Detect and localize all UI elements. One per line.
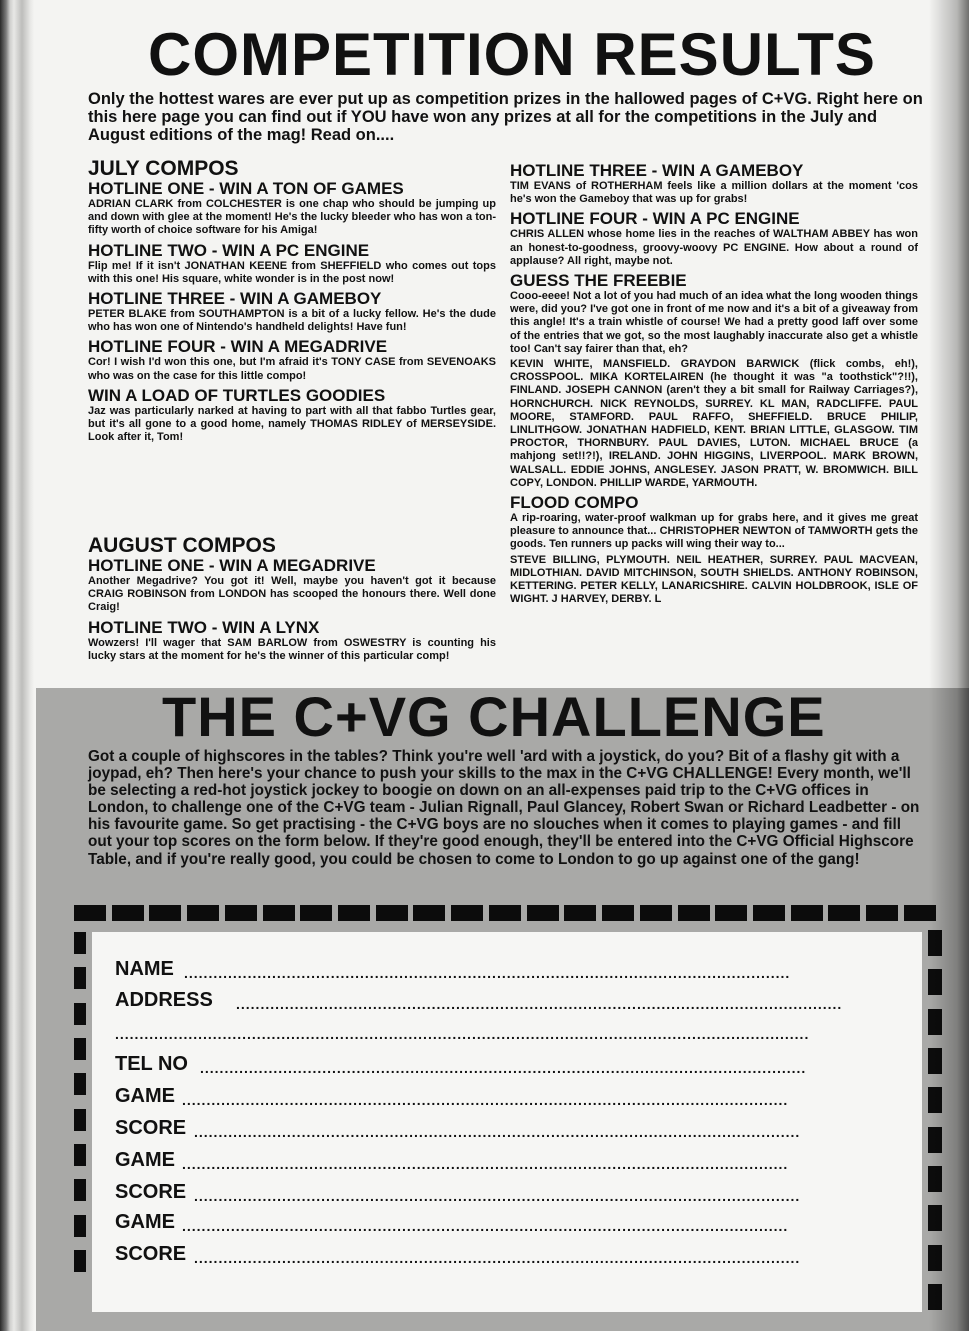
tel-label: TEL NO [115, 1053, 188, 1075]
dashed-border-left [74, 932, 86, 1272]
result-heading: HOTLINE FOUR - WIN A MEGADRIVE [88, 337, 388, 357]
result-body: Cor! I wish I'd won this one, but I'm afraid it's TONY CASE from SEVENOAKS who was on the case for this little compo! [88, 356, 496, 382]
score-label: SCORE [115, 1117, 187, 1139]
august-heading: AUGUST COMPOS [88, 534, 276, 557]
result-body: Cooo-eeee! Not a lot of you had much of an idea what the long wooden things were, did you? I've got one in front of me now and it's a bit of a giveaway from this angle! It's a train whistle of course! We had a pretty good laff over some of the entries that we got, so the most laughably inaccurate also get a whistle too! Can't say fairer than that, eh? [510, 290, 918, 355]
result-heading: HOTLINE ONE - WIN A MEGADRIVE [88, 556, 376, 575]
result-heading: HOTLINE THREE - WIN A GAMEBOY [510, 162, 804, 180]
address-field[interactable]: ............................................................................................................................ [236, 996, 843, 1012]
result-body: PETER BLAKE from SOUTHAMPTON is a bit of a lucky fellow. He's the dude who has won one of Nintendo's handheld delights! Have fun! [88, 308, 496, 334]
result-body: TIM EVANS of ROTHERHAM feels like a million dollars at the moment 'cos he's won the Gameboy that was up for grabs! [510, 180, 918, 206]
result-body: ADRIAN CLARK from COLCHESTER is one chap who should be jumping up and down with glee at the moment! He's the lucky bleeder who has won a ton-fifty worth of choice software for his Amiga! [88, 198, 496, 237]
game-label: GAME [115, 1211, 175, 1233]
address-field-line-2[interactable]: .............................................................................................................................................. [115, 1026, 810, 1042]
result-heading: HOTLINE FOUR - WIN A PC ENGINE [510, 209, 800, 229]
winners-list: KEVIN WHITE, MANSFIELD. GRAYDON BARWICK (flick combs, eh!), CROSSPOOL. MIKA KORTELAIREN (he thought it was "a toothstick"?!!), FINLAND. JOSEPH CANNON (aren't they a bit small for Railway Carriages?), HORNCHURCH. NICK REYNOLDS, SURREY. KL MAN, RADCLIFFE. PAUL MOORE, STAMFORD. PAUL RAFFO, SHEFFIELD. BRUCE PHILIP, LINLITHGOW. JONATHAN HADFIELD, KENT. BRIAN LITTLE, GLASGOW. TIM PROCTOR, THORNBURY. PAUL DAVIES, LUTON. MICHAEL BRUCE (a mahjong set!!?!), IRELAND. JOHN HIGGINS, LIVERPOOL. MARK BROWN, WALSALL. EDDIE JOHNS, ANGLESEY. JASON PRATT, W. BROMWICH. BILL COPY, LONDON. PHILLIP WARDE, YARMOUTH. [510, 358, 918, 489]
magazine-spine [0, 0, 34, 1331]
game-label: GAME [115, 1085, 175, 1107]
game-field-1[interactable]: ............................................................................................................................ [182, 1092, 789, 1108]
tel-field[interactable]: ............................................................................................................................ [200, 1060, 807, 1076]
result-heading: HOTLINE ONE - WIN A TON OF GAMES [88, 179, 404, 198]
challenge-text: Got a couple of highscores in the tables? Think you're well 'ard with a joystick, do you? Bit of a flashy git with a joypad, eh? Then here's your chance to push your skills to the max in the C+VG CHALLENGE! Every month, we'll be selecting a red-hot joystick jockey to boogie on down on an all-expenses paid trip to the C+VG offices in London, to challenge one of the C+VG team - Julian Rignall, Paul Glancey, Robert Swan or Richard Leadbetter - on his favourite game. So get practising - the C+VG boys are no slouches when it comes to playing games - and fill out your top scores on the form below. If they're good enough, they'll be entered into the C+VG Official Highscore Table, and if you're really good, you could be chosen to come to London to go up against one of the gang! [88, 748, 920, 868]
result-body: Another Megadrive? You got it! Well, maybe you haven't got it because CRAIG ROBINSON from LONDON has scooped the honours there. Well done Craig! [88, 575, 496, 614]
score-label: SCORE [115, 1243, 187, 1265]
game-label: GAME [115, 1149, 175, 1171]
result-body: A rip-roaring, water-proof walkman up for grabs here, and it gives me great pleasure to announce that... CHRISTOPHER NEWTON of TAMWORTH gets the goods. Ten runners up packs will wing their way to... [510, 512, 918, 551]
result-body: Flip me! If it isn't JONATHAN KEENE from SHEFFIELD who comes out tops with this one! His square, white wonder is in the post now! [88, 259, 496, 285]
dashed-border-right [928, 930, 942, 1310]
right-column [510, 162, 918, 686]
score-label: SCORE [115, 1181, 187, 1203]
august-column [88, 535, 496, 665]
intro-paragraph: Only the hottest wares are ever put up as competition prizes in the hallowed pages of C+VG. Right here on this here page you can find out if YOU have won any prizes at all for the competitions in the July and August editions of the mag! Read on.... [88, 90, 923, 144]
name-field[interactable]: ............................................................................................................................ [184, 965, 791, 981]
result-body: CHRIS ALLEN whose home lies in the reaches of WALTHAM ABBEY has won an honest-to-goodness, groovy-woovy PC ENGINE. How about a round of applause? All right, maybe not. [510, 228, 918, 267]
score-field-2[interactable]: ............................................................................................................................ [194, 1188, 801, 1204]
result-heading: HOTLINE TWO - WIN A PC ENGINE [88, 240, 370, 260]
name-label: NAME [115, 958, 174, 980]
result-heading: WIN A LOAD OF TURTLES GOODIES [88, 385, 386, 405]
july-column [88, 158, 496, 446]
result-heading: FLOOD COMPO [510, 493, 639, 513]
july-heading: JULY COMPOS [88, 157, 239, 180]
address-label: ADDRESS [115, 989, 213, 1011]
game-field-3[interactable]: ............................................................................................................................ [182, 1218, 789, 1234]
dashed-border-top [74, 905, 936, 921]
result-heading: GUESS THE FREEBIE [510, 271, 687, 291]
winners-list: STEVE BILLING, PLYMOUTH. NEIL HEATHER, SURREY. PAUL MACVEAN, MIDLOTHIAN. DAVID MITCHINSON, SOUTH SHIELDS. ANTHONY ROBINSON, KETTERING. PETER KELLY, LANARICSHIRE. CALVIN HOLDBROOK, ISLE OF WIGHT. J HARVEY, DERBY. L [510, 553, 918, 606]
result-heading: HOTLINE TWO - WIN A LYNX [88, 617, 320, 637]
score-field-1[interactable]: ............................................................................................................................ [194, 1124, 801, 1140]
game-field-2[interactable]: ............................................................................................................................ [182, 1156, 789, 1172]
score-field-3[interactable]: ............................................................................................................................ [194, 1250, 801, 1266]
result-heading: HOTLINE THREE - WIN A GAMEBOY [88, 289, 382, 309]
result-body: Jaz was particularly narked at having to part with all that fabbo Turtles gear, but it's all gone to a good home, namely THOMAS RIDLEY of MERSEYSIDE. Look after it, Tom! [88, 404, 496, 444]
challenge-title: THE C+VG CHALLENGE [162, 685, 826, 748]
result-body: Wowzers! I'll wager that SAM BARLOW from OSWESTRY is counting his lucky stars at the moment for he's the winner of this particular comp! [88, 636, 496, 662]
page-title: COMPETITION RESULTS [148, 21, 876, 88]
